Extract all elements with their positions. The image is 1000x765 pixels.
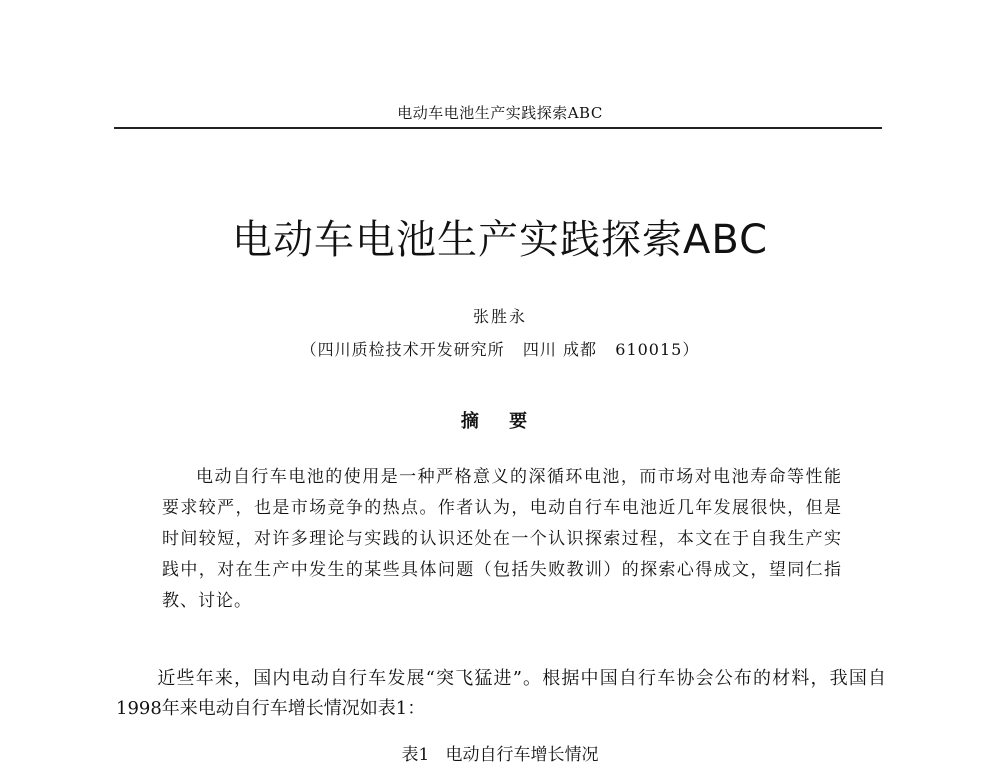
paper-title: 电动车电池生产实践探索ABC: [231, 217, 769, 263]
abstract-body: 电动自行车电池的使用是一种严格意义的深循环电池，而市场对电池寿命等性能要求较严，也是市场竞争的热点。作者认为，电动自行车电池近几年发展很快，但是时间较短，对许多理论与实践的认识还处在一个认识探索过程，本文在于自我生产实践中，对在生产中发生的某些具体问题（包括失败教训）的探索心得成文，望同仁指教、讨论。: [162, 467, 842, 611]
header-rule: [114, 127, 882, 129]
table-caption: 表1 电动自行车增长情况: [401, 745, 599, 765]
running-head: 电动车电池生产实践探索ABC: [397, 104, 603, 122]
abstract-heading: 摘 要: [460, 411, 540, 432]
author-name: 张胜永: [472, 307, 527, 326]
author-affiliation: （四川质检技术开发研究所 四川 成都 610015）: [300, 340, 700, 359]
body-paragraph: 近些年来，国内电动自行车发展“突飞猛进”。根据中国自行车协会公布的材料，我国自1998年来电动自行车增长情况如表1：: [116, 668, 886, 719]
